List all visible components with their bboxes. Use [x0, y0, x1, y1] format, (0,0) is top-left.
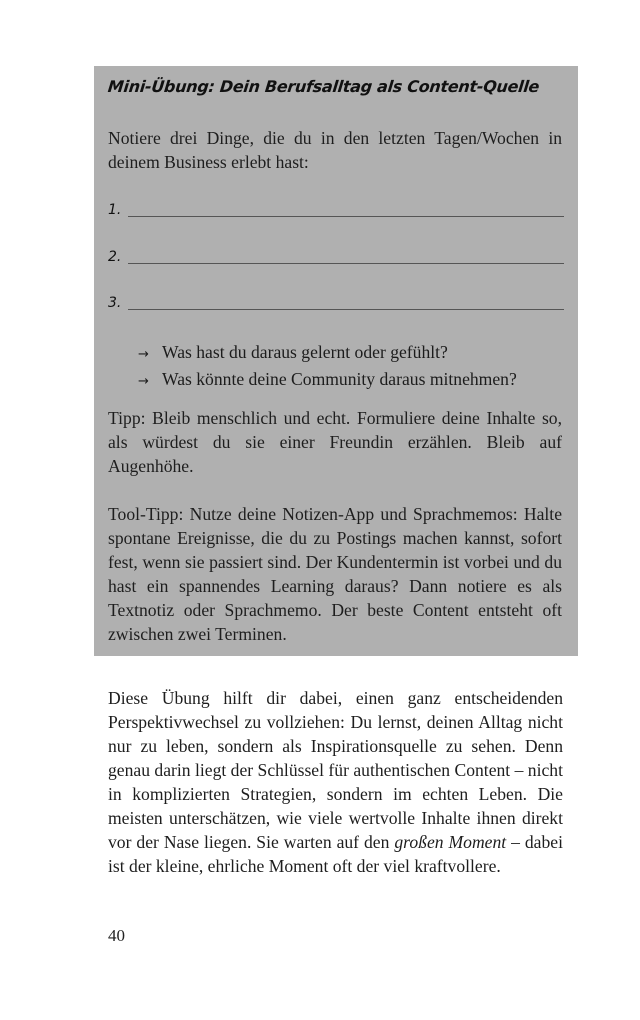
- question-text: Was hast du daraus gelernt oder gefühlt?: [162, 342, 448, 362]
- write-in-line-2: [108, 249, 564, 273]
- body-paragraph: [108, 686, 563, 878]
- question-item: [138, 340, 568, 367]
- write-in-line-3: [108, 295, 564, 319]
- body-text-start: Diese Übung hilft dir dabei, einen ganz entscheidenden Perspektivwechsel zu vollziehen: Du lernst, deinen Alltag nicht nur zu leben, sondern als Inspirationsquelle zu sehen. Denn genau darin liegt der Schlüssel für authentischen Content – nicht in komplizierten Strategien, sondern im echten Leben. Die meisten unterschätzen, wie viele wertvolle Inhalte ihnen direkt vor der Nase liegen. Sie warten auf den: [108, 688, 563, 852]
- body-text-end: – dabei ist der kleine, ehrliche Moment oft der viel kraftvollere.: [108, 832, 563, 876]
- arrow-right-icon: →: [138, 374, 149, 389]
- blank-rule: [128, 309, 564, 310]
- line-number: 3.: [108, 295, 122, 311]
- question-list: [138, 340, 568, 394]
- exercise-box: [94, 66, 578, 656]
- write-in-line-1: [108, 202, 564, 226]
- blank-rule: [128, 263, 564, 264]
- line-number: 2.: [108, 249, 122, 265]
- question-text: Was könnte deine Community daraus mitnehmen?: [162, 369, 517, 389]
- exercise-title: Mini-Übung: Dein Berufsalltag als Content-Quelle: [107, 77, 541, 96]
- line-number: 1.: [108, 202, 122, 218]
- page-number: 40: [108, 926, 125, 945]
- arrow-right-icon: →: [138, 347, 149, 362]
- body-emphasis: großen Moment: [394, 832, 507, 852]
- exercise-intro: Notiere drei Dinge, die du in den letzten Tagen/Wochen in deinem Business erlebt hast:: [108, 128, 562, 172]
- tool-tip-paragraph: Tool-Tipp: Nutze deine Notizen-App und Sprachmemos: Halte spontane Ereignisse, die du zu Postings machen kannst, sofort fest, wenn sie passiert sind. Der Kundentermin ist vorbei und du hast ein spannendes Learning daraus? Dann notiere es als Textnotiz oder Sprachmemo. Der beste Content entsteht oft zwischen zwei Terminen.: [108, 504, 562, 644]
- blank-rule: [128, 216, 564, 217]
- question-item: [138, 367, 568, 394]
- tip-paragraph: Tipp: Bleib menschlich und echt. Formuliere deine Inhalte so, als würdest du sie einer Freundin erzählen. Bleib auf Augenhöhe.: [108, 408, 562, 476]
